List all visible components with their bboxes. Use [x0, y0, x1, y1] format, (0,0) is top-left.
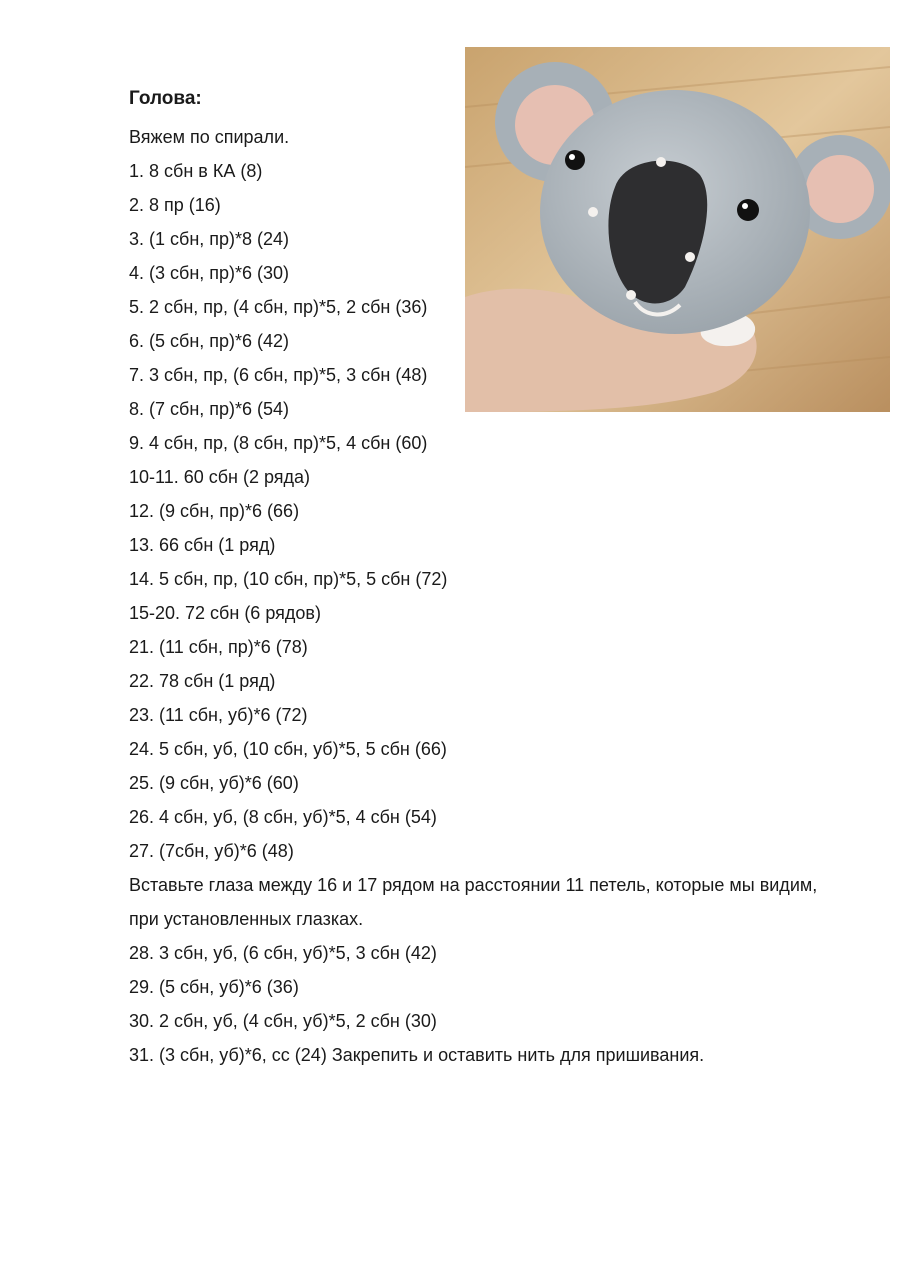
pattern-line: 4. (3 сбн, пр)*6 (30) — [129, 263, 290, 283]
pattern-line: 12. (9 сбн, пр)*6 (66) — [129, 501, 300, 521]
pattern-line: 26. 4 сбн, уб, (8 сбн, уб)*5, 4 сбн (54) — [129, 807, 437, 827]
pattern-line: 15-20. 72 сбн (6 рядов) — [129, 603, 321, 623]
pattern-line: 28. 3 сбн, уб, (6 сбн, уб)*5, 3 сбн (42) — [129, 943, 437, 963]
pattern-line: Вяжем по спирали. — [129, 127, 290, 147]
pattern-line: 25. (9 сбн, уб)*6 (60) — [129, 773, 299, 793]
pattern-line: 5. 2 сбн, пр, (4 сбн, пр)*5, 2 сбн (36) — [129, 297, 428, 317]
pattern-line: 27. (7сбн, уб)*6 (48) — [129, 841, 294, 861]
pattern-line: 30. 2 сбн, уб, (4 сбн, уб)*5, 2 сбн (30) — [129, 1011, 437, 1031]
pattern-line: 8. (7 сбн, пр)*6 (54) — [129, 399, 290, 419]
pattern-line: 1. 8 сбн в КА (8) — [129, 161, 263, 181]
pattern-line: 14. 5 сбн, пр, (10 сбн, пр)*5, 5 сбн (72) — [129, 569, 448, 589]
pattern-line: 21. (11 сбн, пр)*6 (78) — [129, 637, 308, 657]
pattern-line: 2. 8 пр (16) — [129, 195, 221, 215]
pattern-line: 7. 3 сбн, пр, (6 сбн, пр)*5, 3 сбн (48) — [129, 365, 428, 385]
eye-placement-note: Вставьте глаза между 16 и 17 рядом на расстоянии 11 петель, которые мы видим, при установленных глазках. — [129, 875, 818, 929]
pattern-line: 10-11. 60 сбн (2 ряда) — [129, 467, 311, 487]
pattern-line: 6. (5 сбн, пр)*6 (42) — [129, 331, 290, 351]
pattern-line: 13. 66 сбн (1 ряд) — [129, 535, 276, 555]
pattern-line: 23. (11 сбн, уб)*6 (72) — [129, 705, 308, 725]
pattern-line: 31. (3 сбн, уб)*6, сс (24) Закрепить и оставить нить для пришивания. — [129, 1045, 705, 1065]
pattern-line: 29. (5 сбн, уб)*6 (36) — [129, 977, 299, 997]
pattern-line: 24. 5 сбн, уб, (10 сбн, уб)*5, 5 сбн (66) — [129, 739, 447, 759]
pattern-line: 22. 78 сбн (1 ряд) — [129, 671, 276, 691]
pattern-instructions — [129, 120, 869, 1072]
pattern-line: 3. (1 сбн, пр)*8 (24) — [129, 229, 290, 249]
pattern-line: 9. 4 сбн, пр, (8 сбн, пр)*5, 4 сбн (60) — [129, 433, 428, 453]
section-heading: Голова: — [129, 88, 202, 109]
